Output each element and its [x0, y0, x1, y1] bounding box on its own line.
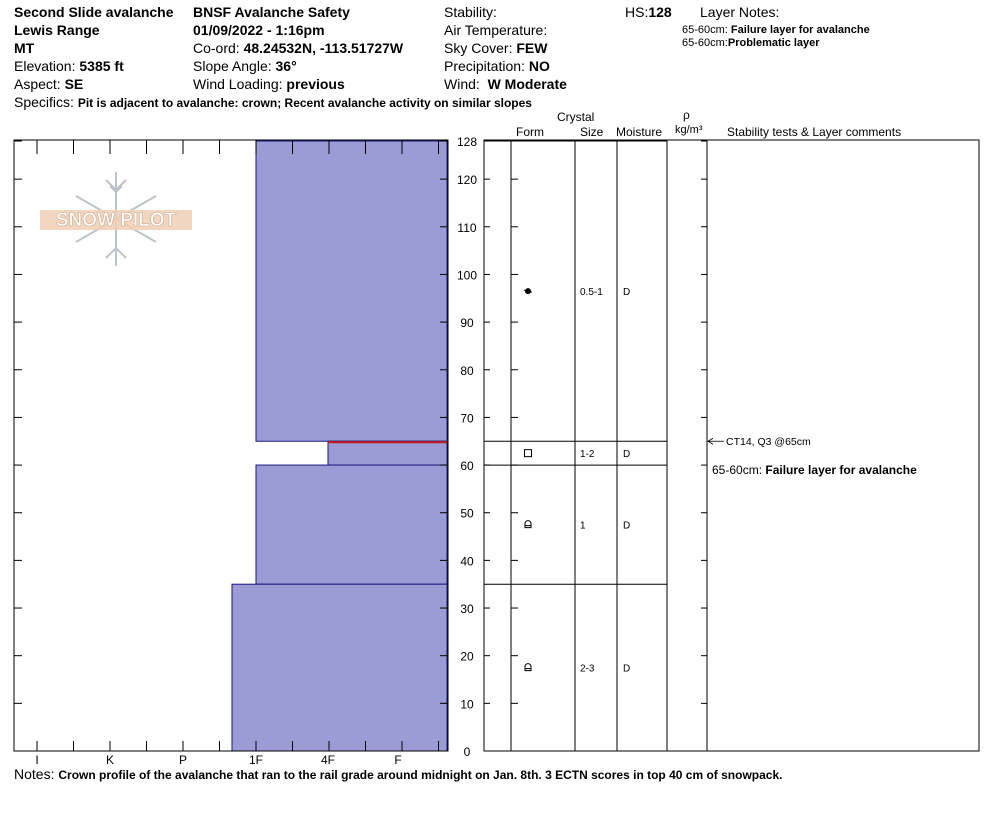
wind-value: W Moderate	[487, 76, 567, 92]
wind-loading-value: previous	[286, 76, 345, 92]
depth-tick-label: 10	[460, 697, 474, 712]
depth-tick-label: 90	[460, 316, 474, 331]
wind-label: Wind:	[444, 76, 480, 92]
specifics-value: Pit is adjacent to avalanche: crown; Recent avalanche activity on similar slopes	[77, 96, 532, 110]
organization-name: BNSF Avalanche Safety	[193, 4, 350, 20]
precip-label: Precipitation:	[444, 58, 525, 74]
hardness-scale-label: 1F	[248, 753, 264, 767]
crystal-size-value: 0.5-1	[580, 287, 603, 299]
logo-text: SNOW PILOT	[55, 210, 177, 231]
layer-note-text: Problematic layer	[727, 37, 820, 49]
aspect-value: SE	[64, 76, 84, 92]
coord-value: 48.24532N, -113.51727W	[243, 40, 404, 56]
mixed-forms-icon	[525, 664, 531, 671]
stability-label: Stability:	[444, 4, 497, 20]
hardness-layer-bar	[256, 141, 447, 441]
layer-notes-label: Layer Notes:	[700, 4, 780, 20]
layer-note-text: Failure layer for avalanche	[730, 24, 870, 36]
hardness-scale-label: I	[35, 753, 39, 767]
moisture-value: D	[623, 520, 631, 532]
faceted-crystal-icon	[525, 450, 532, 457]
moisture-value: D	[623, 449, 631, 461]
range-name: Lewis Range	[14, 22, 100, 38]
wind-loading-label: Wind Loading:	[193, 76, 283, 92]
form-header: Form	[516, 125, 544, 139]
density-unit-header: kg/m³	[675, 124, 703, 136]
crystal-header: Crystal	[557, 110, 595, 124]
layer-comment-depth: 65-60cm:	[712, 463, 763, 477]
air-temp-label: Air Temperature:	[444, 22, 548, 38]
hardness-scale-label: P	[178, 753, 188, 767]
hardness-scale-label: K	[105, 753, 115, 767]
hardness-layer-bar	[328, 441, 447, 465]
notes-label: Notes:	[14, 766, 55, 782]
location-name: Second Slide avalanche	[14, 4, 174, 20]
depth-tick-label: 128	[456, 135, 478, 149]
moisture-value: D	[623, 663, 631, 675]
state-name: MT	[14, 40, 35, 56]
observation-datetime: 01/09/2022 - 1:16pm	[193, 22, 325, 38]
hardness-layer-bar	[232, 584, 447, 751]
crystal-size-value: 1	[580, 520, 586, 532]
sky-label: Sky Cover:	[444, 40, 513, 56]
moisture-header: Moisture	[616, 125, 663, 139]
depth-tick-label: 30	[460, 602, 474, 617]
hardness-scale-label: F	[394, 753, 402, 767]
depth-tick-label: 70	[460, 411, 474, 426]
elevation-label: Elevation:	[14, 58, 76, 74]
slope-value: 36°	[275, 58, 297, 74]
notes-row	[14, 766, 782, 782]
depth-tick-label: 120	[456, 173, 478, 188]
stability-test-text: CT14, Q3 @65cm	[726, 436, 811, 449]
precip-value: NO	[528, 58, 550, 74]
moisture-value: D	[623, 287, 631, 299]
rho-header: ρ	[683, 108, 690, 122]
layer-comment	[712, 463, 917, 477]
layer-comment-text: Failure layer for avalanche	[765, 463, 917, 477]
specifics-label: Specifics:	[14, 94, 74, 110]
sky-value: FEW	[516, 40, 548, 56]
crystal-size-value: 1-2	[580, 449, 595, 461]
depth-tick-label: 110	[457, 220, 477, 235]
depth-tick-label: 50	[460, 506, 474, 521]
depth-tick-label: 60	[460, 459, 474, 474]
size-header: Size	[580, 125, 604, 139]
coord-label: Co-ord:	[193, 40, 240, 56]
hardness-scale-label: 4F	[320, 753, 336, 767]
depth-tick-label: 20	[460, 649, 474, 664]
depth-tick-label: 80	[460, 363, 474, 378]
mixed-forms-icon	[525, 521, 531, 528]
slope-label: Slope Angle:	[193, 58, 272, 74]
hs-value: 128	[648, 4, 672, 20]
layer-note-depth: 65-60cm:	[682, 24, 728, 36]
layer-note-depth: 65-60cm:	[682, 37, 728, 49]
notes-text: Crown profile of the avalanche that ran to the rail grade around midnight on Jan. 8th. 3 ECTN scores in top 40 cm of snowpack.	[58, 768, 783, 782]
depth-tick-label: 40	[460, 554, 474, 569]
aspect-label: Aspect:	[14, 76, 61, 92]
depth-tick-label: 0	[463, 745, 471, 759]
crystal-size-value: 2-3	[580, 663, 595, 675]
hs-label: HS:	[625, 4, 649, 20]
depth-tick-label: 100	[456, 268, 478, 283]
elevation-value: 5385 ft	[79, 58, 124, 74]
stability-test-marker	[708, 438, 724, 444]
hardness-layer-bar	[256, 465, 447, 584]
comments-header: Stability tests & Layer comments	[727, 125, 902, 139]
